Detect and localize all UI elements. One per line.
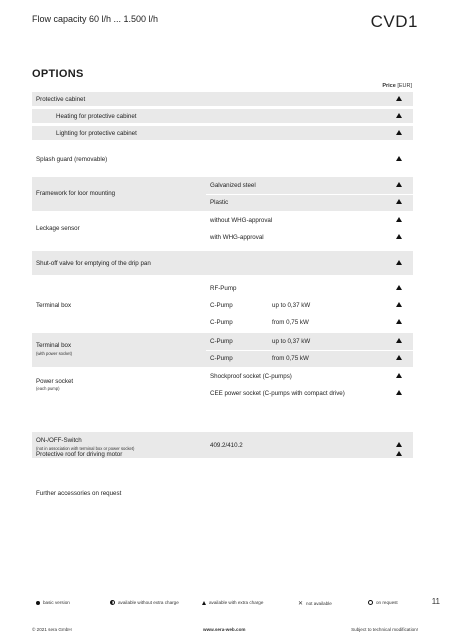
option-variant: RF-Pump: [210, 285, 237, 292]
available-with-charge-icon: [396, 260, 402, 265]
option-power: up to 0,37 kW: [272, 338, 311, 345]
option-label: Leckage sensor: [36, 225, 80, 232]
option-sublabel: (with power socket): [36, 351, 73, 356]
option-variant: Plastic: [210, 199, 229, 206]
option-row-protective-roof: [32, 446, 413, 462]
legend: [32, 600, 440, 608]
price-label: Price: [382, 83, 396, 89]
legend-not-available: [298, 600, 332, 607]
cross-icon: ✕: [298, 601, 304, 607]
option-variant: C-Pump: [210, 319, 233, 326]
price-column-header: [382, 83, 412, 89]
option-power: from 0,75 kW: [272, 319, 309, 326]
page-title: OPTIONS: [32, 68, 84, 80]
available-with-charge-icon: [396, 182, 402, 187]
row-divider: [206, 194, 413, 195]
row-divider: [206, 350, 413, 351]
available-with-charge-icon: [396, 355, 402, 360]
option-label: Power socket: [36, 378, 74, 385]
legend-with-charge: [202, 600, 263, 605]
option-variant: with WHG-approval: [210, 234, 264, 241]
option-power: from 0,75 kW: [272, 355, 309, 362]
option-row-leckage-sensor: [32, 212, 413, 246]
website-link[interactable]: www.sera-web.com: [203, 627, 246, 632]
option-label: Protective roof for driving motor: [36, 451, 123, 458]
half-circle-icon: [110, 600, 115, 605]
available-with-charge-icon: [396, 199, 402, 204]
option-row-shutoff-valve: [32, 251, 413, 275]
option-row-framework: [32, 177, 413, 211]
available-with-charge-icon: [396, 373, 402, 378]
option-sublabel: (each pump): [36, 386, 60, 391]
option-row-heating: [32, 109, 413, 123]
option-variant: without WHG-approval: [210, 217, 273, 224]
available-with-charge-icon: [396, 319, 402, 324]
legend-on-request: [368, 600, 398, 605]
option-variant: C-Pump: [210, 302, 233, 309]
legend-label: basic version: [43, 600, 70, 605]
available-with-charge-icon: [396, 302, 402, 307]
option-row-splash-guard: [32, 150, 413, 168]
option-label: ON-/OFF-Switch: [36, 437, 82, 444]
option-row-terminal-box: [32, 280, 413, 332]
request-circle-icon: [368, 600, 373, 605]
legend-label: on request: [376, 600, 398, 605]
option-row-further-accessories: [32, 486, 413, 500]
available-with-charge-icon: [396, 451, 402, 456]
option-label: Terminal box: [36, 302, 72, 309]
option-row-power-socket: [32, 368, 413, 402]
option-variant: C-Pump: [210, 338, 233, 345]
legend-label: not available: [306, 601, 332, 606]
option-variant: CEE power socket (C-pumps with compact drive): [210, 390, 345, 397]
available-with-charge-icon: [396, 113, 402, 118]
option-label: Framework for loor mounting: [36, 190, 116, 197]
option-variant: Galvanized steel: [210, 182, 256, 189]
flow-capacity-header: Flow capacity 60 l/h ... 1.500 l/h: [32, 14, 159, 24]
option-label: Shut-off valve for emptying of the drip pan: [36, 260, 151, 267]
triangle-icon: [202, 601, 206, 605]
option-label: Lighting for protective cabinet: [56, 130, 137, 137]
available-with-charge-icon: [396, 217, 402, 222]
available-with-charge-icon: [396, 285, 402, 290]
model-header: CVD1: [370, 12, 418, 31]
price-unit: [EUR]: [397, 83, 412, 89]
option-variant: Shockproof socket (C-pumps): [210, 373, 292, 380]
option-variant: C-Pump: [210, 355, 233, 362]
option-label: Terminal box: [36, 342, 72, 349]
available-with-charge-icon: [396, 390, 402, 395]
option-row-terminal-box-socket: [32, 333, 413, 367]
available-with-charge-icon: [396, 156, 402, 161]
option-variant: 409.2/410.2: [210, 442, 243, 449]
option-power: up to 0,37 kW: [272, 302, 311, 309]
option-sublabel: (not in association with terminal box or power socket): [36, 446, 135, 451]
legend-basic: [36, 600, 70, 605]
option-label: Splash guard (removable): [36, 156, 108, 163]
available-with-charge-icon: [396, 96, 402, 101]
disclaimer: Subject to technical modification!: [351, 627, 418, 632]
option-label: Further accessories on request: [36, 490, 122, 497]
option-label: Protective cabinet: [36, 96, 86, 103]
available-with-charge-icon: [396, 130, 402, 135]
option-row-lighting: [32, 126, 413, 140]
option-label: Heating for protective cabinet: [56, 113, 137, 120]
copyright: © 2021 sera GmbH: [32, 627, 72, 632]
option-row-protective-cabinet: [32, 92, 413, 106]
available-with-charge-icon: [396, 338, 402, 343]
legend-label: available with extra charge: [209, 600, 264, 605]
filled-circle-icon: [36, 601, 40, 605]
available-with-charge-icon: [396, 234, 402, 239]
legend-without-charge: [110, 600, 179, 605]
legend-label: available without extra charge: [118, 600, 179, 605]
page-number: 11: [431, 597, 440, 606]
